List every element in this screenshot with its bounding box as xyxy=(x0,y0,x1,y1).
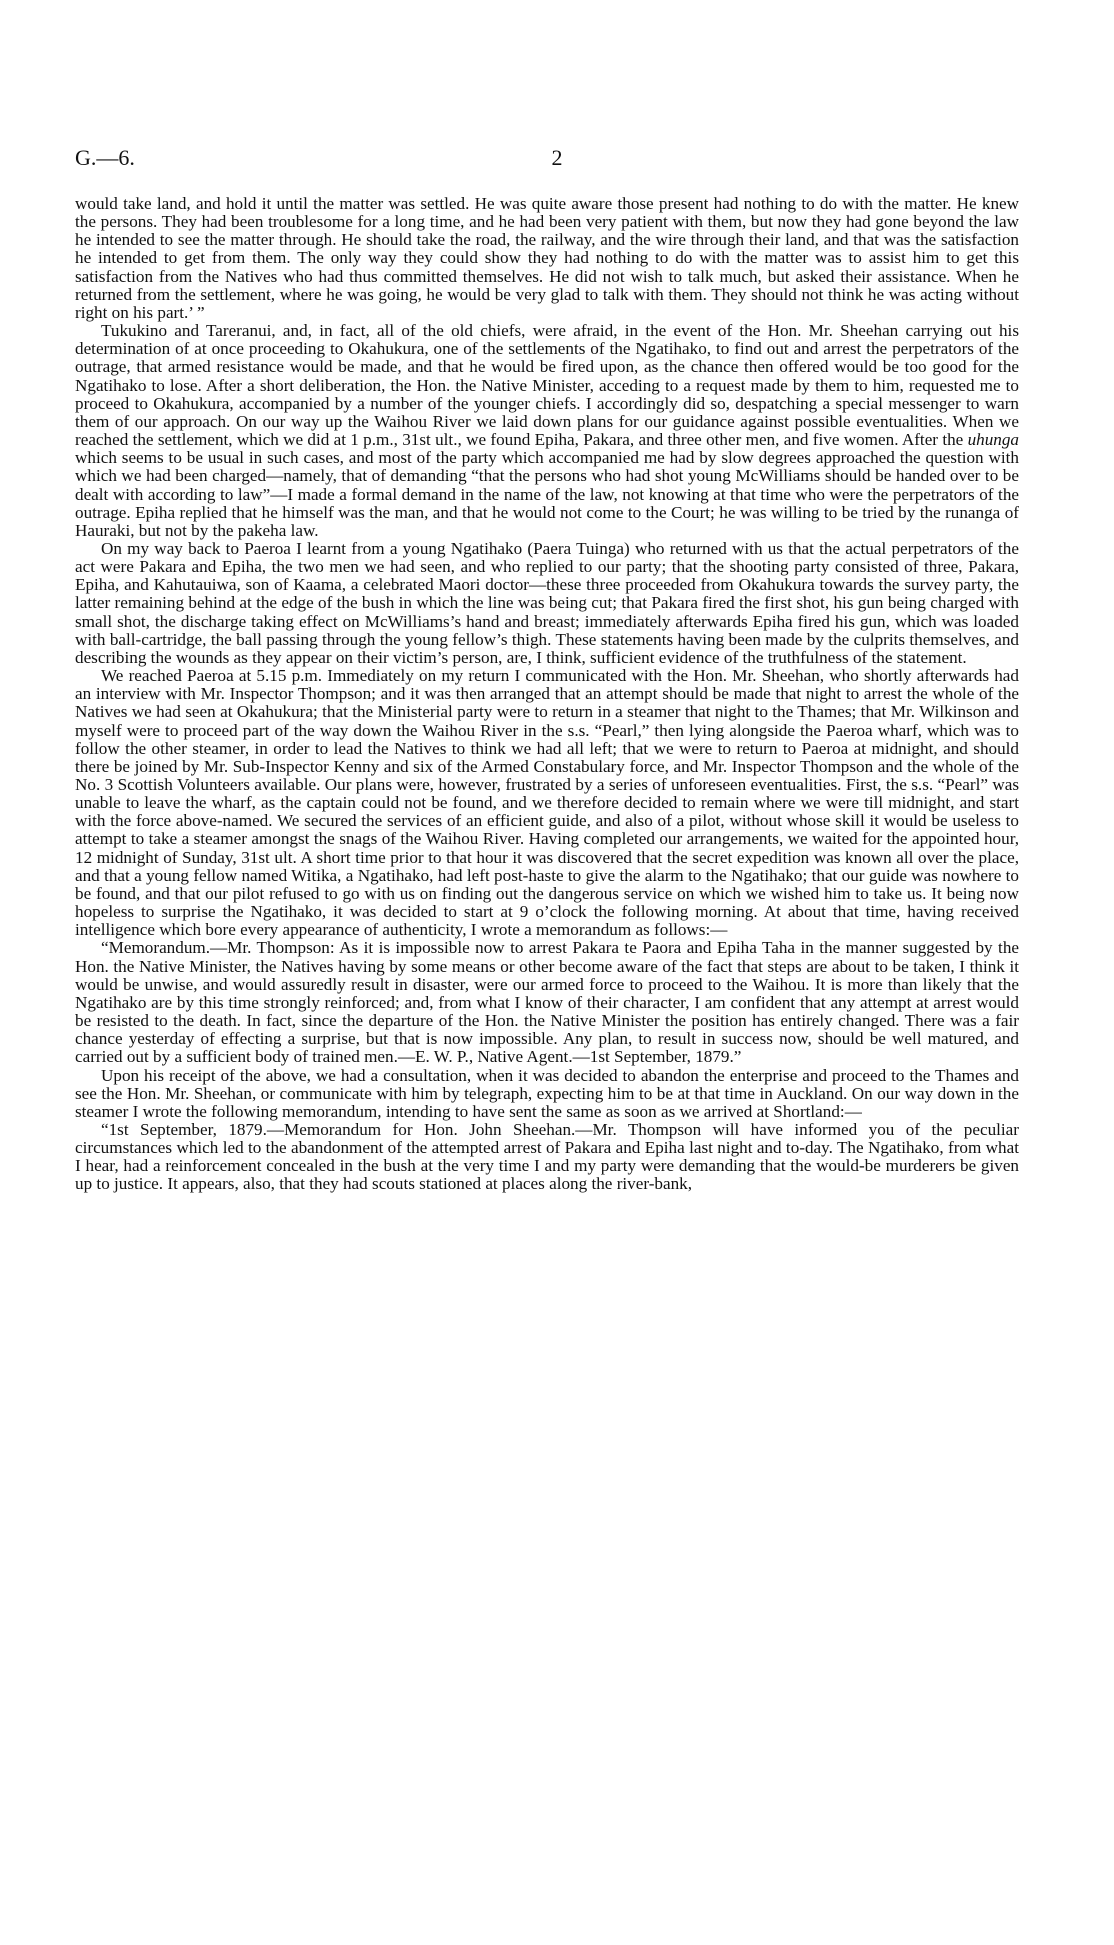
document-body xyxy=(75,195,1019,1194)
page-header xyxy=(75,145,1039,175)
paragraph-2 xyxy=(75,322,1019,540)
memorandum-sheehan: “1st September, 1879.—Memorandum for Hon. John Sheehan.—Mr. Thompson will have informed you of the peculiar circumstances which led to the abandonment of the attempted arrest of Pakara and Epiha last night and to-day. The Ngatihako, from what I hear, had a reinforcement concealed in the bush at the very time I and my party were demanding that the would-be murderers be given up to justice. It appears, also, that they had scouts stationed at places along the river-bank, xyxy=(75,1119,1019,1194)
page-number: 2 xyxy=(551,145,563,170)
paragraph-1: would take land, and hold it until the matter was settled. He was quite aware those present had nothing to do with the matter. He knew the persons. They had been troublesome for a long time, and he had been very patient with them, but now they had gone beyond the law he intended to see the matter through. He should take the road, the railway, and the wire through their land, and that was the satisfaction he intended to get from them. The only way they could show they had nothing to do with the matter was to assist him to get this satisfaction from the Natives who had thus committed themselves. He did not wish to talk much, but asked their assistance. When he returned from the settlement, where he was going, he would be very glad to talk with them. They should not think he was acting without right on his part.’ ” xyxy=(75,194,1019,322)
memorandum-thompson: “Memorandum.—Mr. Thompson: As it is impossible now to arrest Pakara te Paora and Epiha Taha in the manner suggested by the Hon. the Native Minister, the Natives having by some means or other become aware of the fact that steps are about to be taken, I think it would be unwise, and would assuredly result in disaster, were our armed force to proceed to the Waihou. It is more than likely that the Ngatihako are by this time strongly reinforced; and, from what I know of their character, I am confident that any attempt at arrest would be resisted to the death. In fact, since the departure of the Hon. the Native Minister the position has entirely changed. There was a fair chance yesterday of effecting a surprise, but that is now impossible. Any plan, to result in success now, should be well matured, and carried out by a sufficient body of trained men.—E. W. P., Native Agent.—1st September, 1879.” xyxy=(75,938,1019,1067)
paragraph-2-italic-word: uhunga xyxy=(967,430,1019,450)
paragraph-4: We reached Paeroa at 5.15 p.m. Immediately on my return I communicated with the Hon. Mr. Sheehan, who shortly afterwards had an interview with Mr. Inspector Thompson; and it was then arranged that an attempt should be made that night to arrest the whole of the Natives we had seen at Okahukura; that the Ministerial party were to return in a steamer that night to the Thames; that Mr. Wilkinson and myself were to proceed part of the way down the Waihou River in the s.s. “Pearl,” then lying alongside the Paeroa wharf, which was to follow the other steamer, in order to lead the Natives to think we had all left; that we were to return to Paeroa at midnight, and should there be joined by Mr. Sub-Inspector Kenny and six of the Armed Constabulary force, and Mr. Inspector Thompson and the whole of the No. 3 Scottish Volunteers available. Our plans were, however, frustrated by a series of unforeseen eventualities. First, the s.s. “Pearl” was unable to leave the wharf, as the captain could not be found, and we therefore decided to remain where we were till midnight, and start with the force above-named. We secured the services of an efficient guide, and also of a pilot, without whose skill it would be useless to attempt to take a steamer amongst the snags of the Waihou River. Having completed our arrangements, we waited for the appointed hour, 12 midnight of Sunday, 31st ult. A short time prior to that hour it was discovered that the secret expedition was known all over the place, and that a young fellow named Witika, a Ngatihako, had left post-haste to give the alarm to the Ngatihako; that our guide was nowhere to be found, and that our pilot refused to go with us on finding out the dangerous service on which we wished him to take us. It being now hopeless to surprise the Ngatihako, it was decided to start at 9 o’clock the following morning. At about that time, having received intelligence which bore every appearance of authenticity, I wrote a memorandum as follows:— xyxy=(75,666,1019,940)
document-reference: G.—6. xyxy=(75,145,135,170)
paragraph-2-start: Tukukino and Tareranui, and, in fact, all of the old chiefs, were afraid, in the event of the Hon. Mr. Sheehan carrying out his determination of at once proceeding to Okahukura, one of the settlements of the Ngatihako, to find out and arrest the perpetrators of the outrage, that armed resistance would be made, and that he would be fired upon, as the chance then offered would be too good for the Ngatihako to lose. After a short deliberation, the Hon. the Native Minister, acceding to a request made by them to him, requested me to proceed to Okahukura, accompanied by a number of the younger chiefs. I accordingly did so, despatching a special messenger to warn them of our approach. On our way up the Waihou River we laid down plans for our guidance against possible eventualities. When we reached the settlement, which we did at 1 p.m., 31st ult., we found Epiha, Pakara, and three other men, and five women. After the xyxy=(75,321,1019,450)
paragraph-2-end: which seems to be usual in such cases, and most of the party which accompanied me had by slow degrees approached the question with which we had been charged—namely, that of demanding “that the persons who had shot young McWilliams should be handed over to be dealt with according to law”—I made a formal demand in the name of the law, not knowing at that time who were the perpetrators of the outrage. Epiha replied that he himself was the man, and that he would not come to the Court; he was willing to be tried by the runanga of Hauraki, but not by the pakeha law. xyxy=(75,448,1019,540)
paragraph-3: On my way back to Paeroa I learnt from a young Ngatihako (Paera Tuinga) who returned with us that the actual perpetrators of the act were Pakara and Epiha, the two men we had seen, and who replied to our party; that the shooting party consisted of three, Pakara, Epiha, and Kahutauiwa, son of Kaama, a celebrated Maori doctor—these three proceeded from Okahukura towards the survey party, the latter remaining behind at the edge of the bush in which the line was being cut; that Pakara fired the first shot, his gun being charged with small shot, the discharge taking effect on McWilliams’s hand and breast; immediately afterwards Epiha fired his gun, which was loaded with ball-cartridge, the ball passing through the young fellow’s thigh. These statements having been made by the culprits themselves, and describing the wounds as they appear on their victim’s person, are, I think, sufficient evidence of the truthfulness of the statement. xyxy=(75,538,1019,667)
paragraph-5: Upon his receipt of the above, we had a consultation, when it was decided to abandon the enterprise and proceed to the Thames and see the Hon. Mr. Sheehan, or communicate with him by telegraph, expecting him to be at that time in Auckland. On our way down in the steamer I wrote the following memorandum, intending to have sent the same as soon as we arrived at Shortland:— xyxy=(75,1065,1019,1121)
